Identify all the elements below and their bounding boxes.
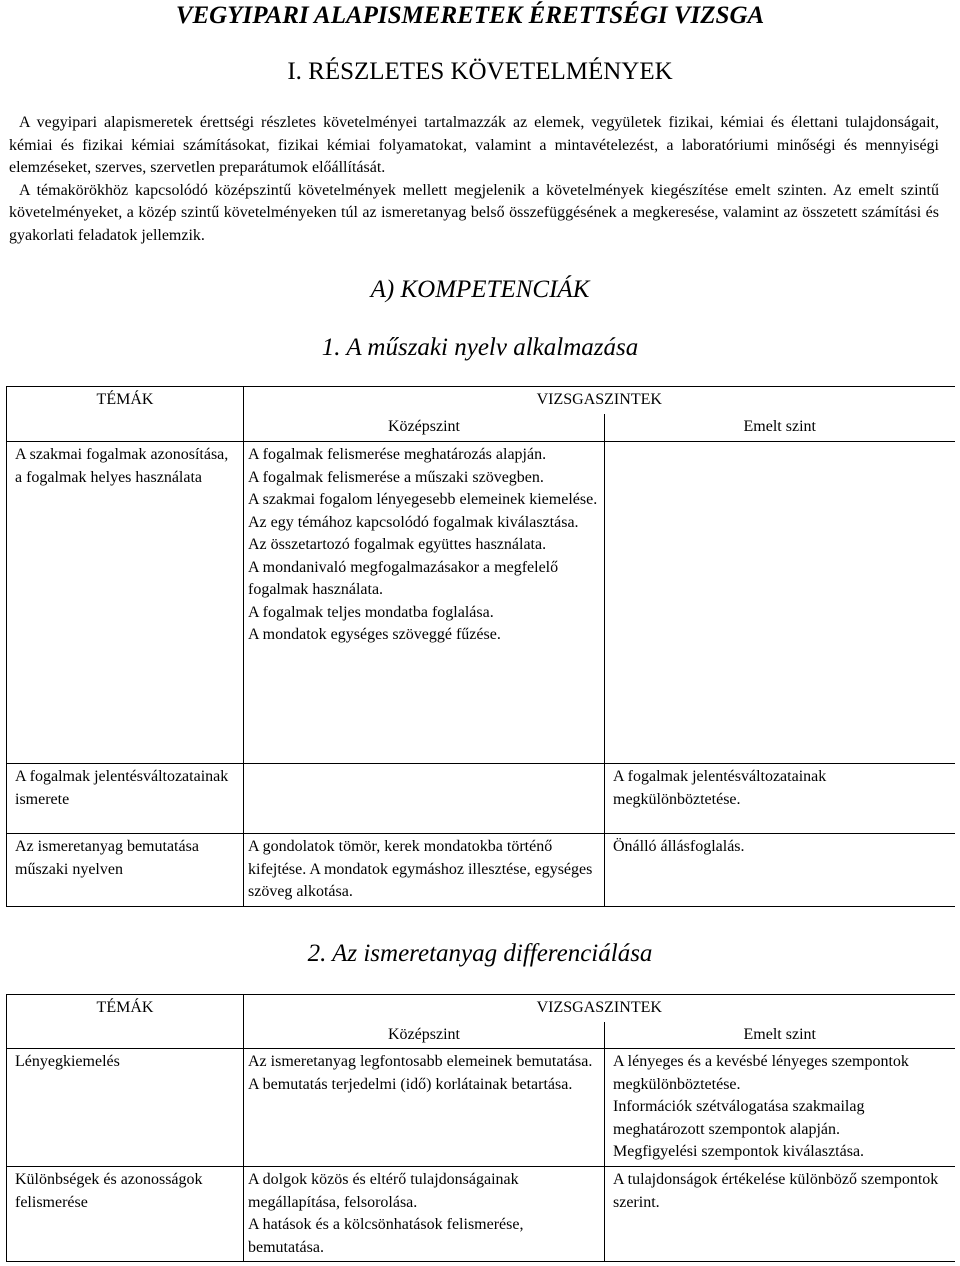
mid-item: Az összetartozó fogalmak együttes használata. (248, 536, 547, 553)
adv-item: Megfigyelési szempontok kiválasztása. (613, 1143, 865, 1160)
adv-item: A fogalmak jelentésváltozatainak megkülönböztetése. (613, 768, 827, 808)
row-topic: Az ismeretanyag bemutatása műszaki nyelven (7, 834, 244, 907)
adv-item: A tulajdonságok értékelése különböző szempontok szerint. (613, 1171, 939, 1211)
intro-paragraph-1: A vegyipari alapismeretek érettségi részletes követelményei tartalmazzák az elemek, vegyületek fizikai, kémiai és élettani tulajdonságait, kémiai és fizikai kémiai számításokat, fizikai kémiai folyamatokat, valamint a mintavételezést, a laboratóriumi minőségi és mennyiségi elemzéseket, szerves, szervetlen preparátumok előállítását. (9, 114, 939, 176)
adv-item: Önálló állásfoglalás. (613, 838, 745, 855)
col-header-topics: TÉMÁK (7, 995, 244, 1022)
mid-item: A bemutatás terjedelmi (idő) korlátainak betartása. (248, 1075, 573, 1093)
competencies-heading: A) KOMPETENCIÁK (370, 276, 590, 303)
adv-item: Információk szétválogatása szakmailag meghatározott szempontok alapján. (613, 1098, 865, 1138)
row-topic: Különbségek és azonosságok felismerése (7, 1167, 244, 1262)
col-header-levels: VIZSGASZINTEK (244, 995, 955, 1022)
row-adv (605, 1049, 955, 1167)
table-differencialas (6, 994, 955, 1262)
col-header-mid: Középszint (244, 414, 605, 442)
mid-item: A gondolatok tömör, kerek mondatokba történő kifejtése. A mondatok egymáshoz illesztése, egységes szöveg alkotása. (248, 838, 593, 900)
mid-item: Az egy témához kapcsolódó fogalmak kiválasztása. (248, 513, 579, 531)
intro-text (9, 112, 939, 247)
mid-item: A fogalmak felismerése meghatározás alapján. (248, 446, 547, 463)
table2-heading: 2. Az ismeretanyag differenciálása (307, 940, 653, 967)
document-title: VEGYIPARI ALAPISMERETEK ÉRETTSÉGI VIZSGA (175, 2, 765, 29)
row-adv (605, 1167, 955, 1262)
table-muszaki-nyelv (6, 386, 955, 907)
col-header-topics: TÉMÁK (7, 387, 244, 414)
section-title: I. RÉSZLETES KÖVETELMÉNYEK (287, 58, 673, 85)
row-adv (605, 834, 955, 907)
row-adv (605, 764, 955, 834)
table-row (7, 834, 955, 907)
mid-item: A szakmai fogalom lényegesebb elemeinek kiemelése. (248, 491, 598, 508)
row-mid (244, 764, 605, 834)
row-mid (244, 1167, 605, 1262)
mid-item: A dolgok közös és eltérő tulajdonságainak megállapítása, felsorolása. (248, 1171, 519, 1211)
col-header-levels: VIZSGASZINTEK (244, 387, 955, 414)
table-row (7, 1167, 955, 1262)
col-header-adv: Emelt szint (605, 414, 955, 442)
adv-item: A lényeges és a kevésbé lényeges szempontok megkülönböztetése. (613, 1053, 909, 1093)
table1-heading: 1. A műszaki nyelv alkalmazása (321, 334, 639, 361)
row-mid (244, 1049, 605, 1167)
mid-item: Az ismeretanyag legfontosabb elemeinek bemutatása. (248, 1053, 593, 1070)
intro-paragraph-2: A témakörökhöz kapcsolódó középszintű követelmények mellett megjelenik a követelmények kiegészítése emelt szinten. Az emelt szintű követelményeket, a közép szintű követelményeken túl az ismeretanyag belső összefüggésének a megkeresése, valamint az összetett számítási és gyakorlati feladatok jellemzik. (9, 181, 939, 244)
mid-item: A mondanivaló megfogalmazásakor a megfelelő fogalmak használata. (248, 558, 559, 598)
col-header-adv: Emelt szint (605, 1022, 955, 1049)
mid-item: A fogalmak teljes mondatba foglalása. (248, 603, 494, 621)
table-row (7, 1049, 955, 1167)
row-adv (605, 442, 955, 764)
row-topic: A fogalmak jelentésváltozatainak ismerete (7, 764, 244, 834)
row-topic: Lényegkiemelés (7, 1049, 244, 1167)
row-topic: A szakmai fogalmak azonosítása, a fogalmak helyes használata (7, 442, 244, 764)
mid-item: A fogalmak felismerése a műszaki szövegben. (248, 468, 544, 486)
table-row (7, 764, 955, 834)
mid-item: A hatások és a kölcsönhatások felismerése, bemutatása. (248, 1216, 524, 1256)
col-header-mid: Középszint (244, 1022, 605, 1049)
row-mid (244, 834, 605, 907)
table-row (7, 442, 955, 764)
mid-item: A mondatok egységes szöveggé fűzése. (248, 626, 501, 643)
row-mid (244, 442, 605, 764)
